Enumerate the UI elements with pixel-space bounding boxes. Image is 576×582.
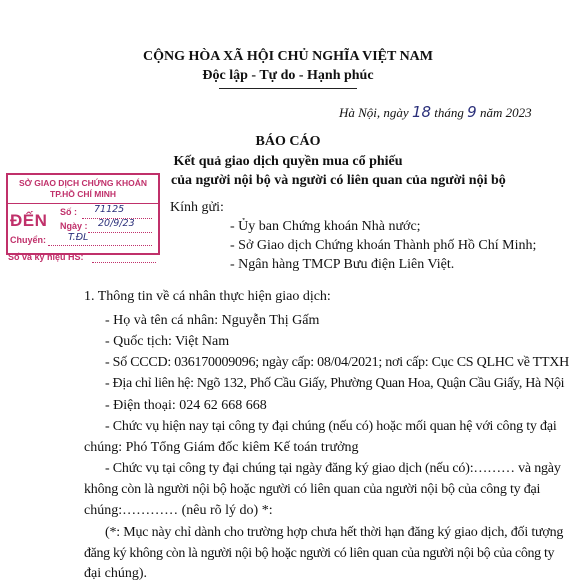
info-nationality: - Quốc tịch: Việt Nam [105, 334, 230, 349]
addressee-2: - Sở Giao dịch Chứng khoán Thành phố Hồ Chí Minh; [230, 238, 537, 253]
date-month: 9 [467, 103, 477, 121]
note-line-1: (*: Mục này chỉ dành cho trường hợp chưa hết thời hạn đăng ký giao dịch, đối tượng [105, 525, 564, 540]
note-line-2: đăng ký không còn là người nội bộ hoặc người có liên quan của người nội bộ của công ty [84, 546, 555, 561]
registration-line-2: không còn là người nội bộ hoặc người có liên quan của người nội bộ của công ty đại [84, 482, 541, 497]
registration-line-1: - Chức vụ tại công ty đại chúng tại ngày đăng ký giao dịch (nếu có):……… và ngày [105, 461, 561, 476]
stamp-date-dots [88, 232, 152, 233]
stamp-header [8, 178, 158, 200]
stamp-doc-dots [92, 262, 156, 263]
stamp-exchange-name: SỞ GIAO DỊCH CHỨNG KHOÁN [18, 178, 148, 188]
stamp-doc-label: Số và ký hiệu HS: [8, 252, 84, 262]
position-line-1: - Chức vụ hiện nay tại công ty đại chúng (nếu có) hoặc mối quan hệ với công ty đại [105, 419, 557, 434]
stamp-received-label: ĐẾN [10, 211, 48, 230]
country-name: CỘNG HÒA XÃ HỘI CHỦ NGHĨA VIỆT NAM [142, 49, 433, 64]
stamp-city: TP.HỒ CHÍ MINH [50, 189, 116, 199]
info-full-name: - Họ và tên cá nhân: Nguyễn Thị Gấm [105, 313, 320, 328]
info-id-card: - Số CCCD: 036170009096; ngày cấp: 08/04/2021; nơi cấp: Cục CS QLHC về TTXH [105, 355, 569, 370]
stamp-transfer-dots [48, 245, 152, 246]
note-line-3: đại chúng). [84, 566, 147, 581]
received-stamp [6, 173, 160, 255]
date-prefix: Hà Nội, ngày [339, 105, 409, 120]
info-address: - Địa chỉ liên hệ: Ngõ 132, Phố Cầu Giấy, Phường Quan Hoa, Quận Cầu Giấy, Hà Nội [105, 376, 565, 391]
addressee-label: Kính gửi: [170, 200, 224, 215]
stamp-date-label: Ngày : [60, 221, 88, 231]
document-subtitle-1: Kết quả giao dịch quyền mua cổ phiếu [173, 154, 403, 169]
stamp-transfer-label: Chuyển: [10, 235, 46, 245]
document-subtitle-2: của người nội bộ và người có liên quan của người nội bộ [171, 173, 506, 188]
stamp-date-value: 20/9/23 [98, 218, 135, 229]
position-line-2: chúng: Phó Tổng Giám đốc kiêm Kế toán trưởng [84, 440, 359, 455]
national-motto: Độc lập - Tự do - Hạnh phúc [202, 68, 374, 83]
date-month-label: tháng [434, 105, 464, 120]
addressee-1: - Ủy ban Chứng khoán Nhà nước; [230, 219, 421, 234]
registration-line-3: chúng:………… (nêu rõ lý do) *: [84, 503, 273, 518]
stamp-number-label: Số : [60, 207, 77, 217]
date-day: 18 [411, 103, 432, 121]
stamp-divider [8, 203, 158, 204]
date-line [339, 103, 532, 121]
stamp-number-value: 71125 [94, 204, 125, 215]
stamp-transfer-value: T.ĐL [68, 232, 89, 243]
motto-underline [219, 88, 357, 89]
section1-heading: 1. Thông tin về cá nhân thực hiện giao dịch: [84, 289, 331, 304]
addressee-3: - Ngân hàng TMCP Bưu điện Liên Việt. [230, 257, 455, 272]
document-title: BÁO CÁO [255, 134, 321, 149]
info-phone: - Điện thoại: 024 62 668 668 [105, 398, 267, 413]
date-year: năm 2023 [479, 105, 532, 120]
